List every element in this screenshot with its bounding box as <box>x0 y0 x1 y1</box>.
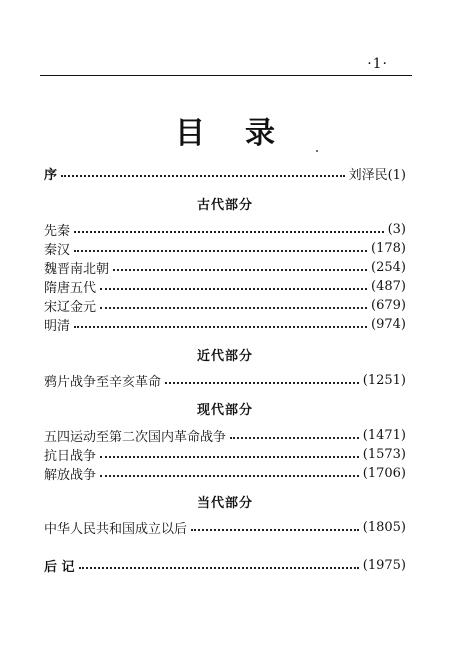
toc-entry-label: 序 <box>44 167 58 183</box>
toc-entry-label: 鸦片战争至辛亥革命 <box>44 374 162 390</box>
dot-leader <box>100 287 367 290</box>
toc-entry-afterword[interactable] <box>44 556 406 574</box>
toc-entry[interactable] <box>44 220 406 238</box>
toc-entry-page: (1471) <box>362 427 406 443</box>
toc-entry-label: 先秦 <box>44 223 71 239</box>
toc-entry[interactable] <box>44 464 406 482</box>
toc-entry-page: (3) <box>387 221 406 237</box>
toc-entry[interactable] <box>44 371 406 389</box>
header-rule <box>40 75 412 76</box>
toc-entry-label: 后 记 <box>44 559 75 575</box>
section-heading-modern: 近代部分 <box>196 349 253 364</box>
toc-entry[interactable] <box>44 239 406 257</box>
toc-entry[interactable] <box>44 296 406 314</box>
dot-leader <box>100 474 359 477</box>
toc-entry-preface[interactable] <box>44 164 406 182</box>
toc-entry[interactable] <box>44 445 406 463</box>
toc-entry-label: 五四运动至第二次国内革命战争 <box>44 429 227 445</box>
toc-entry[interactable] <box>44 277 406 295</box>
toc-entry-label: 抗日战争 <box>44 448 97 464</box>
section-heading-ancient: 古代部分 <box>196 198 253 213</box>
title-char-1: 目 <box>175 116 245 151</box>
toc-entry[interactable] <box>44 426 406 444</box>
page-title <box>0 108 450 152</box>
dot-leader <box>79 566 359 569</box>
dot-leader <box>100 306 367 309</box>
dot-leader <box>61 174 345 177</box>
toc-entry-page: (974) <box>371 316 406 332</box>
toc-entry-page: (1975) <box>362 557 406 573</box>
dot-leader <box>113 268 367 271</box>
dot-leader <box>191 528 359 531</box>
toc-entry[interactable] <box>44 315 406 333</box>
toc-entry-label: 解放战争 <box>44 467 97 483</box>
toc-entry-label: 隋唐五代 <box>44 280 97 296</box>
toc-entry-label: 魏晋南北朝 <box>44 261 110 277</box>
dot-leader <box>100 455 359 458</box>
toc-entry-page: (1573) <box>362 446 406 462</box>
toc-entry-page: (254) <box>371 259 406 275</box>
toc-entry-label: 明清 <box>44 318 71 334</box>
toc-entry-page: (178) <box>371 240 406 256</box>
toc-entry-label: 宋辽金元 <box>44 299 97 315</box>
toc-entry-page: (487) <box>371 278 406 294</box>
toc-entry-page: (679) <box>371 297 406 313</box>
toc-entry-label: 秦汉 <box>44 242 71 258</box>
dot-leader <box>74 249 367 252</box>
toc-entry-page: 刘泽民(1) <box>348 167 406 183</box>
dot-leader <box>74 230 384 233</box>
toc-entry[interactable] <box>44 258 406 276</box>
toc-entry-page: (1251) <box>362 372 406 388</box>
dot-leader <box>165 381 359 384</box>
toc-entry-page: (1706) <box>362 465 406 481</box>
speck <box>316 150 318 152</box>
section-heading-contemporary: 现代部分 <box>196 403 253 418</box>
section-heading-present: 当代部分 <box>196 496 253 511</box>
dot-leader <box>230 436 359 439</box>
page-number: ·1· <box>367 56 388 72</box>
toc-entry-label: 中华人民共和国成立以后 <box>44 521 188 537</box>
title-char-2: 录 <box>245 116 315 151</box>
toc-entry-page: (1805) <box>362 519 406 535</box>
toc-entry[interactable] <box>44 518 406 536</box>
dot-leader <box>74 325 367 328</box>
